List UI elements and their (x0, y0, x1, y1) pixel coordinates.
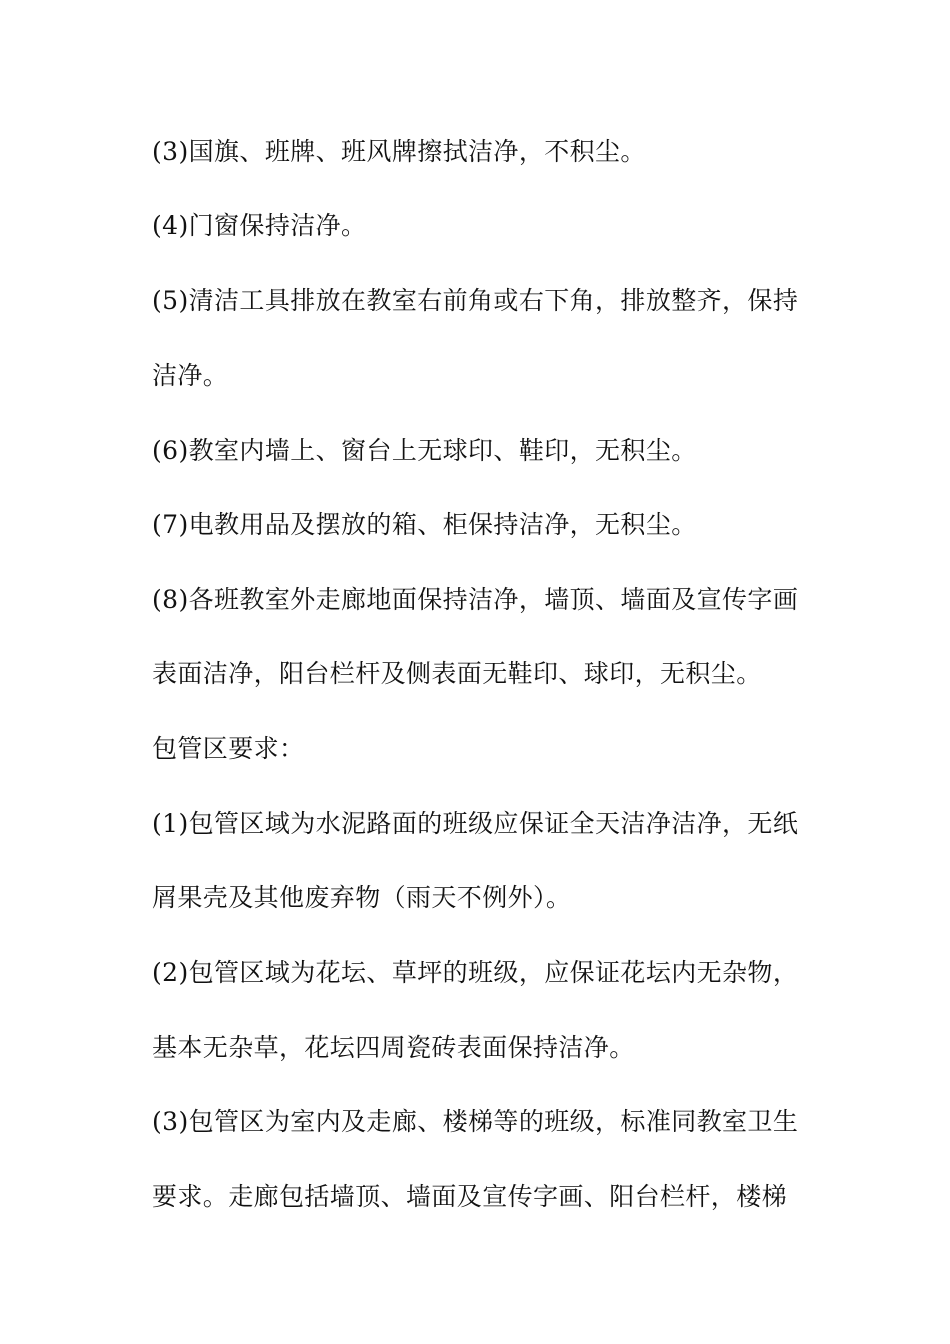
text-line-item-5-cleaning-tools: (5)清洁工具排放在教室右前角或右下角，排放整齐，保持 (152, 286, 799, 315)
text-line-item-4-doors-windows: (4)门窗保持洁净。 (152, 211, 367, 240)
text-line-area-item-3-indoor-corridor: (3)包管区为室内及走廊、楼梯等的班级，标准同教室卫生 (152, 1107, 799, 1136)
text-line-area-item-2-continued: 基本无杂草，花坛四周瓷砖表面保持洁净。 (152, 1033, 635, 1062)
text-line-item-7-av-equipment: (7)电教用品及摆放的箱、柜保持洁净，无积尘。 (152, 510, 697, 539)
text-line-item-3-national-flag: (3)国旗、班牌、班风牌擦拭洁净，不积尘。 (152, 137, 646, 166)
text-line-item-8-corridor: (8)各班教室外走廊地面保持洁净，墙顶、墙面及宣传字画 (152, 585, 799, 614)
text-line-area-item-3-continued: 要求。走廊包括墙顶、墙面及宣传字画、阳台栏杆，楼梯 (152, 1182, 788, 1211)
text-line-area-item-1-cement-road: (1)包管区域为水泥路面的班级应保证全天洁净洁净，无纸 (152, 809, 799, 838)
text-line-item-8-continued: 表面洁净，阳台栏杆及侧表面无鞋印、球印，无积尘。 (152, 659, 762, 688)
text-line-area-item-2-flower-beds: (2)包管区域为花坛、草坪的班级，应保证花坛内无杂物， (152, 958, 799, 987)
text-line-item-6-walls-sills: (6)教室内墙上、窗台上无球印、鞋印，无积尘。 (152, 436, 697, 465)
text-line-item-5-continued: 洁净。 (152, 361, 229, 390)
section-heading-area-requirements: 包管区要求： (152, 734, 305, 763)
text-line-area-item-1-continued: 屑果壳及其他废弃物（雨天不例外）。 (152, 883, 572, 912)
